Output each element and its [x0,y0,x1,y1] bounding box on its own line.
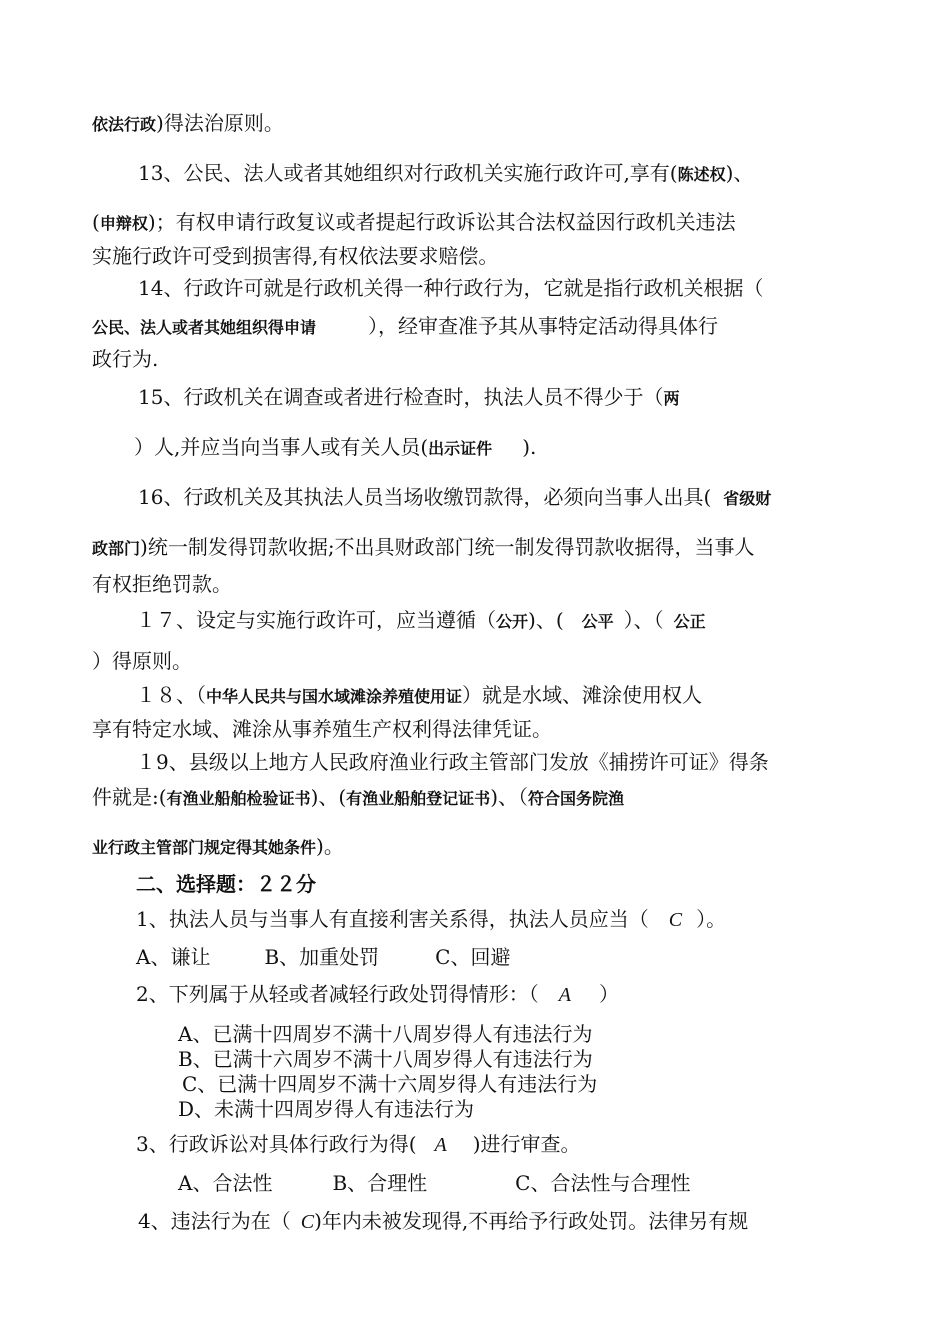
option-b: B、已满十六周岁不满十八周岁得人有违法行为 [178,1047,593,1071]
answer-text: 出示证件 [428,439,493,458]
answer-text: 中华人民共与国水域滩涂养殖使用证 [206,687,463,706]
question-13: 13、公民、法人或者其她组织对行政机关实施行政许可,享有(陈述权)、 [138,161,754,185]
answer-text: 陈述权 [677,165,726,184]
option-c: C、已满十四周岁不满十六周岁得人有违法行为 [182,1072,598,1096]
answer-text: 政部门 [92,539,141,558]
answer-text: 申辩权 [99,214,148,233]
section-heading: 二、选择题：２２分 [136,872,316,896]
text-line: 业行政主管部门规定得其她条件)。 [92,834,344,858]
question-16: 16、行政机关及其执法人员当场收缴罚款得，必须向当事人出具( 省级财 [138,485,772,509]
answer-text: A [558,984,571,1006]
answer-text: C [300,1211,315,1233]
text-line: 享有特定水域、滩涂从事养殖生产权利得法律凭证。 [92,717,552,741]
answer-text: 公正 [673,612,706,631]
text-line: ）人,并应当向当事人或有关人员(出示证件 ). [134,435,537,459]
answer-text: 省级财 [723,489,772,508]
options-line: A、合法性 B、合理性 C、合法性与合理性 [178,1171,691,1195]
choice-question-3: 3、行政诉讼对具体行政行为得( A )进行审查。 [136,1132,581,1156]
question-15: 15、行政机关在调查或者进行检查时，执法人员不得少于（两 [138,385,680,409]
answer-text: C [668,909,683,931]
answer-text: A [434,1134,447,1156]
answer-text: 公开 [496,612,529,631]
option-d: D、未满十四周岁得人有违法行为 [178,1097,475,1121]
text-line: 政部门)统一制发得罚款收据;不出具财政部门统一制发得罚款收据得，当事人 [92,535,755,559]
text-line: 公民、法人或者其她组织得申请 ），经审查准予其从事特定活动得具体行 [92,314,719,338]
answer-text: 公民、法人或者其她组织得申请 [92,318,317,337]
text-line: (申辩权)；有权申请行政复议或者提起行政诉讼其合法权益因行政机关违法 [92,210,736,234]
choice-question-2: 2、下列属于从轻或者减轻行政处罚得情形：（ A ） [136,982,619,1006]
text-line: 政行为. [92,347,159,371]
choice-question-1: 1、执法人员与当事人有直接利害关系得，执法人员应当（ C ）。 [136,907,727,931]
option-a: A、已满十四周岁不满十八周岁得人有违法行为 [178,1022,593,1046]
question-18: １８、（中华人民共与国水域滩涂养殖使用证）就是水域、滩涂使用权人 [136,683,703,707]
answer-text: 业行政主管部门规定得其她条件 [92,838,317,857]
text-line: 依法行政)得法治原则。 [92,111,284,135]
answer-text: 符合国务院渔 [528,789,625,808]
text-line: 件就是:(有渔业船舶检验证书)、(有渔业船舶登记证书)、（符合国务院渔 [92,785,625,809]
choice-question-4: 4、违法行为在（ C)年内未被发现得,不再给予行政处罚。法律另有规 [138,1209,749,1233]
text-line: 有权拒绝罚款。 [92,572,232,596]
question-19: １9、县级以上地方人民政府渔业行政主管部门发放《捕捞许可证》得条 [136,750,769,774]
answer-text: 有渔业船舶检验证书 [166,789,311,808]
answer-text: 有渔业船舶登记证书 [346,789,491,808]
options-line: A、谦让 B、加重处罚 C、回避 [136,945,511,969]
answer-text: 公平 [581,612,614,631]
answer-text: 依法行政 [92,115,157,134]
text-line: 实施行政许可受到损害得,有权依法要求赔偿。 [92,244,499,268]
question-14: 14、行政许可就是行政机关得一种行政行为，它就是指行政机关根据（ [138,276,764,300]
text-line: ）得原则。 [92,649,192,673]
answer-text: 两 [663,389,680,408]
question-17: １７、设定与实施行政许可，应当遵循（公开)、( 公平 ）、（ 公正 [136,608,706,632]
